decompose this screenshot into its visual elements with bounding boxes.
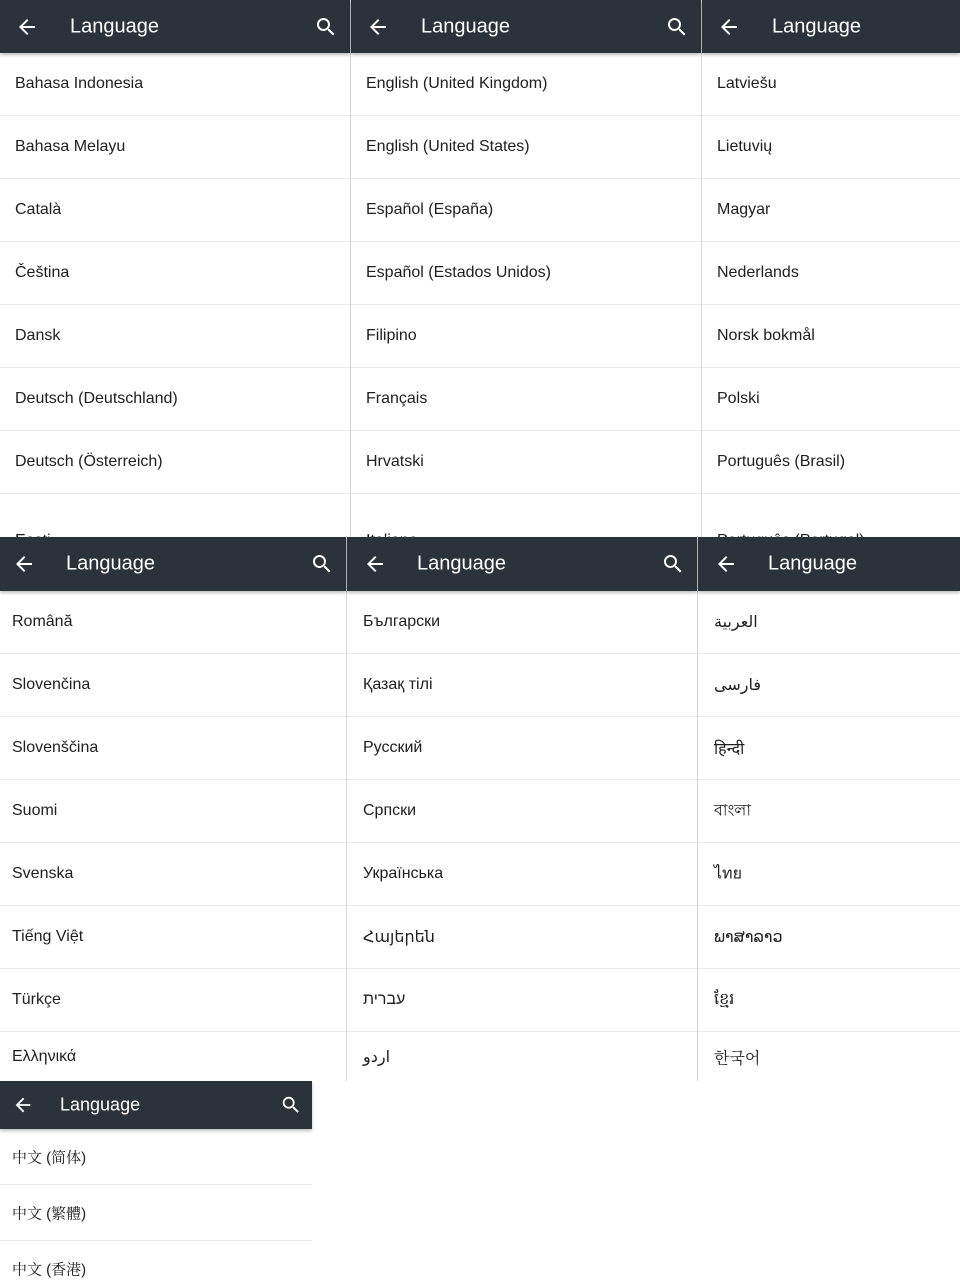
language-option[interactable] [698,591,960,654]
language-option[interactable] [702,116,960,179]
language-label: Русский [363,739,423,756]
language-label: Filipino [366,327,417,344]
page-title: Language [772,15,861,37]
arrow-back-icon[interactable] [366,15,390,39]
language-panel-6 [698,537,960,1081]
language-label: فارسی [714,677,761,694]
language-label: עברית [363,991,406,1008]
language-label: Slovenčina [12,676,91,693]
language-panel-7 [0,1081,312,1287]
language-option[interactable] [0,242,350,305]
language-label: Bahasa Melayu [15,138,126,155]
language-option[interactable] [351,242,701,305]
language-option[interactable] [0,53,350,116]
language-option[interactable] [0,591,346,654]
arrow-back-icon[interactable] [12,1094,34,1116]
arrow-back-icon[interactable] [717,15,741,39]
search-icon[interactable] [665,15,689,39]
language-option[interactable] [0,780,346,843]
language-option[interactable] [351,431,701,494]
language-label: Català [15,201,62,218]
language-label: ខ្មែរ [714,991,735,1008]
language-label: Română [12,613,73,630]
language-label: Svenska [12,865,74,882]
language-label: 한국어 [714,1050,761,1067]
language-label: ไทย [714,865,742,883]
language-option[interactable] [0,1185,312,1241]
page-title: Language [70,15,159,37]
language-option[interactable] [351,179,701,242]
language-label: Қазақ тілі [363,676,433,693]
arrow-back-icon[interactable] [714,552,738,576]
language-option[interactable] [0,654,346,717]
language-option[interactable] [702,242,960,305]
app-bar [702,0,960,53]
panel-divider [697,537,698,1081]
language-label: Čeština [15,264,70,281]
language-option[interactable] [0,1129,312,1185]
language-option[interactable] [347,906,697,969]
language-option[interactable] [351,116,701,179]
panel-divider [350,0,351,537]
language-label: ພາສາລາວ [714,929,783,946]
language-label: Hrvatski [366,453,424,470]
language-option[interactable] [698,843,960,906]
language-option[interactable] [0,969,346,1032]
language-label: Български [363,613,441,630]
search-icon[interactable] [310,552,334,576]
language-option[interactable] [0,1032,346,1081]
language-label: हिन्दी [714,741,745,758]
language-option[interactable] [347,1032,697,1081]
language-option[interactable] [347,654,697,717]
language-label: 中文 (香港) [12,1261,87,1279]
language-option[interactable] [698,654,960,717]
language-option[interactable] [698,969,960,1032]
language-label: Lietuvių [717,138,773,155]
language-label: Deutsch (Österreich) [15,453,163,470]
language-label: Suomi [12,802,58,819]
language-label: Bahasa Indonesia [15,75,144,92]
app-bar [347,537,697,591]
language-option[interactable] [0,368,350,431]
language-option[interactable] [702,368,960,431]
language-option[interactable] [347,717,697,780]
arrow-back-icon[interactable] [12,552,36,576]
language-label: Nederlands [717,264,799,281]
language-panel-5 [347,537,697,1081]
app-bar [0,1081,312,1129]
page-title: Language [421,15,510,37]
language-option[interactable] [698,780,960,843]
language-label: Slovenščina [12,739,99,756]
language-option[interactable] [351,53,701,116]
language-option[interactable] [347,591,697,654]
language-label: Deutsch (Deutschland) [15,390,178,407]
language-option[interactable] [698,717,960,780]
language-label: বাংলা [714,802,751,820]
search-icon[interactable] [280,1094,302,1116]
language-label: Français [366,390,428,407]
language-label: 中文 (繁體) [12,1205,87,1222]
language-option[interactable] [0,717,346,780]
language-option[interactable] [351,305,701,368]
language-option[interactable] [698,1032,960,1081]
app-bar [0,537,346,591]
app-bar [351,0,701,53]
language-option[interactable] [702,53,960,116]
language-label: 中文 (简体) [12,1149,87,1166]
arrow-back-icon[interactable] [15,15,39,39]
page-title: Language [66,552,155,575]
page-title: Language [768,552,857,575]
language-label: Polski [717,390,760,407]
language-option[interactable] [0,906,346,969]
language-option[interactable] [0,179,350,242]
language-option[interactable] [351,368,701,431]
page-title: Language [417,552,506,575]
language-option[interactable] [0,843,346,906]
language-option[interactable] [0,431,350,494]
language-option[interactable] [347,843,697,906]
language-option[interactable] [702,179,960,242]
language-panel-3 [702,0,960,537]
language-option[interactable] [347,780,697,843]
page-title: Language [60,1094,141,1115]
search-icon[interactable] [661,552,685,576]
language-label: Српски [363,802,417,819]
language-option[interactable] [702,305,960,368]
language-label: English (United Kingdom) [366,75,548,92]
language-label: Հայերեն [363,929,435,946]
app-bar [698,537,960,591]
language-label: English (United States) [366,138,530,155]
language-option[interactable] [0,1241,312,1287]
language-panel-1 [0,0,350,537]
app-bar [0,0,350,53]
language-option[interactable] [698,906,960,969]
language-label: العربية [714,614,758,631]
language-label: Español (España) [366,201,494,218]
language-option[interactable] [347,969,697,1032]
language-label: اردو [363,1048,391,1066]
language-label: Ελληνικά [12,1047,77,1065]
arrow-back-icon[interactable] [363,552,387,576]
language-label: Tiếng Việt [12,928,84,945]
language-label: Türkçe [12,991,61,1008]
language-option[interactable] [702,431,960,494]
panel-divider [701,0,702,537]
language-label: Norsk bokmål [717,327,815,344]
language-option[interactable] [0,305,350,368]
panel-divider [346,537,347,1081]
language-label: Українська [363,865,444,882]
language-label: Português (Brasil) [717,453,846,470]
language-label: Dansk [15,327,61,344]
language-option[interactable] [0,116,350,179]
language-panel-2 [351,0,701,537]
search-icon[interactable] [314,15,338,39]
language-label: Latviešu [717,75,777,92]
language-label: Español (Estados Unidos) [366,264,551,281]
language-label: Magyar [717,201,771,218]
language-panel-4 [0,537,346,1081]
